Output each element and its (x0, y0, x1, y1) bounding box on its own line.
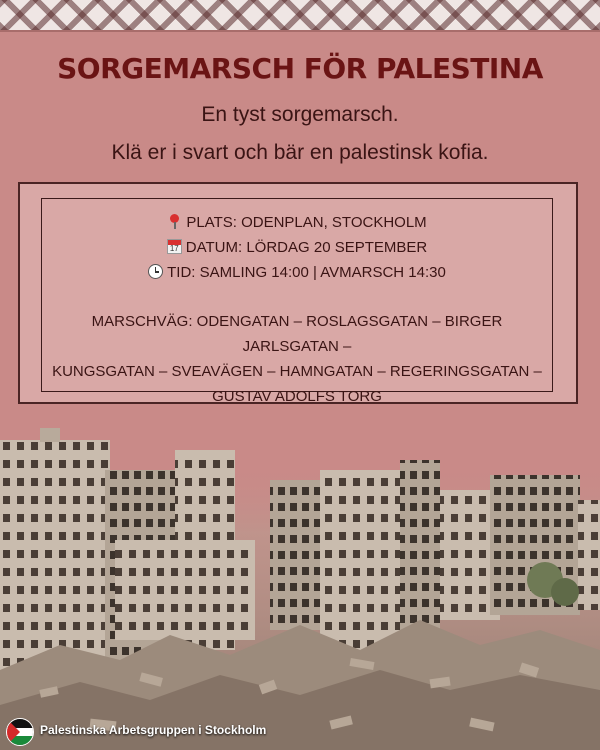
palestine-flag-icon (6, 718, 34, 746)
poster-subtitle-2: Klä er i svart och bär en palestinsk kofia. (111, 141, 489, 164)
time-text: TID: SAMLING 14:00 | AVMARSCH 14:30 (167, 264, 446, 281)
kufiya-pattern-band (0, 0, 600, 32)
route-line-1: MARSCHVÄG: ODENGATAN – ROSLAGSGATAN – BIRGER JARLSGATAN – (91, 313, 503, 355)
details-box (41, 198, 553, 405)
location-line (42, 210, 552, 235)
pin-icon (167, 214, 182, 229)
route-line-3: GUSTAV ADOLFS TORG (212, 388, 382, 405)
time-line (42, 260, 552, 285)
route-line-2: KUNGSGATAN – SVEAVÄGEN – HAMNGATAN – REGERINGSGATAN – (52, 363, 542, 380)
date-text: DATUM: LÖRDAG 20 SEPTEMBER (185, 239, 428, 256)
organization-name: Palestinska Arbetsgruppen i Stockholm (40, 723, 267, 737)
location-text: PLATS: ODENPLAN, STOCKHOLM (186, 214, 427, 231)
date-line (42, 235, 552, 260)
poster-subtitle-1: En tyst sorgemarsch. (201, 103, 399, 126)
poster-title: SORGEMARSCH FÖR PALESTINA (57, 52, 543, 85)
calendar-icon (167, 239, 182, 254)
clock-icon (148, 264, 163, 279)
route-block (42, 309, 552, 409)
destroyed-buildings-photo (0, 420, 600, 750)
footer (0, 712, 600, 750)
